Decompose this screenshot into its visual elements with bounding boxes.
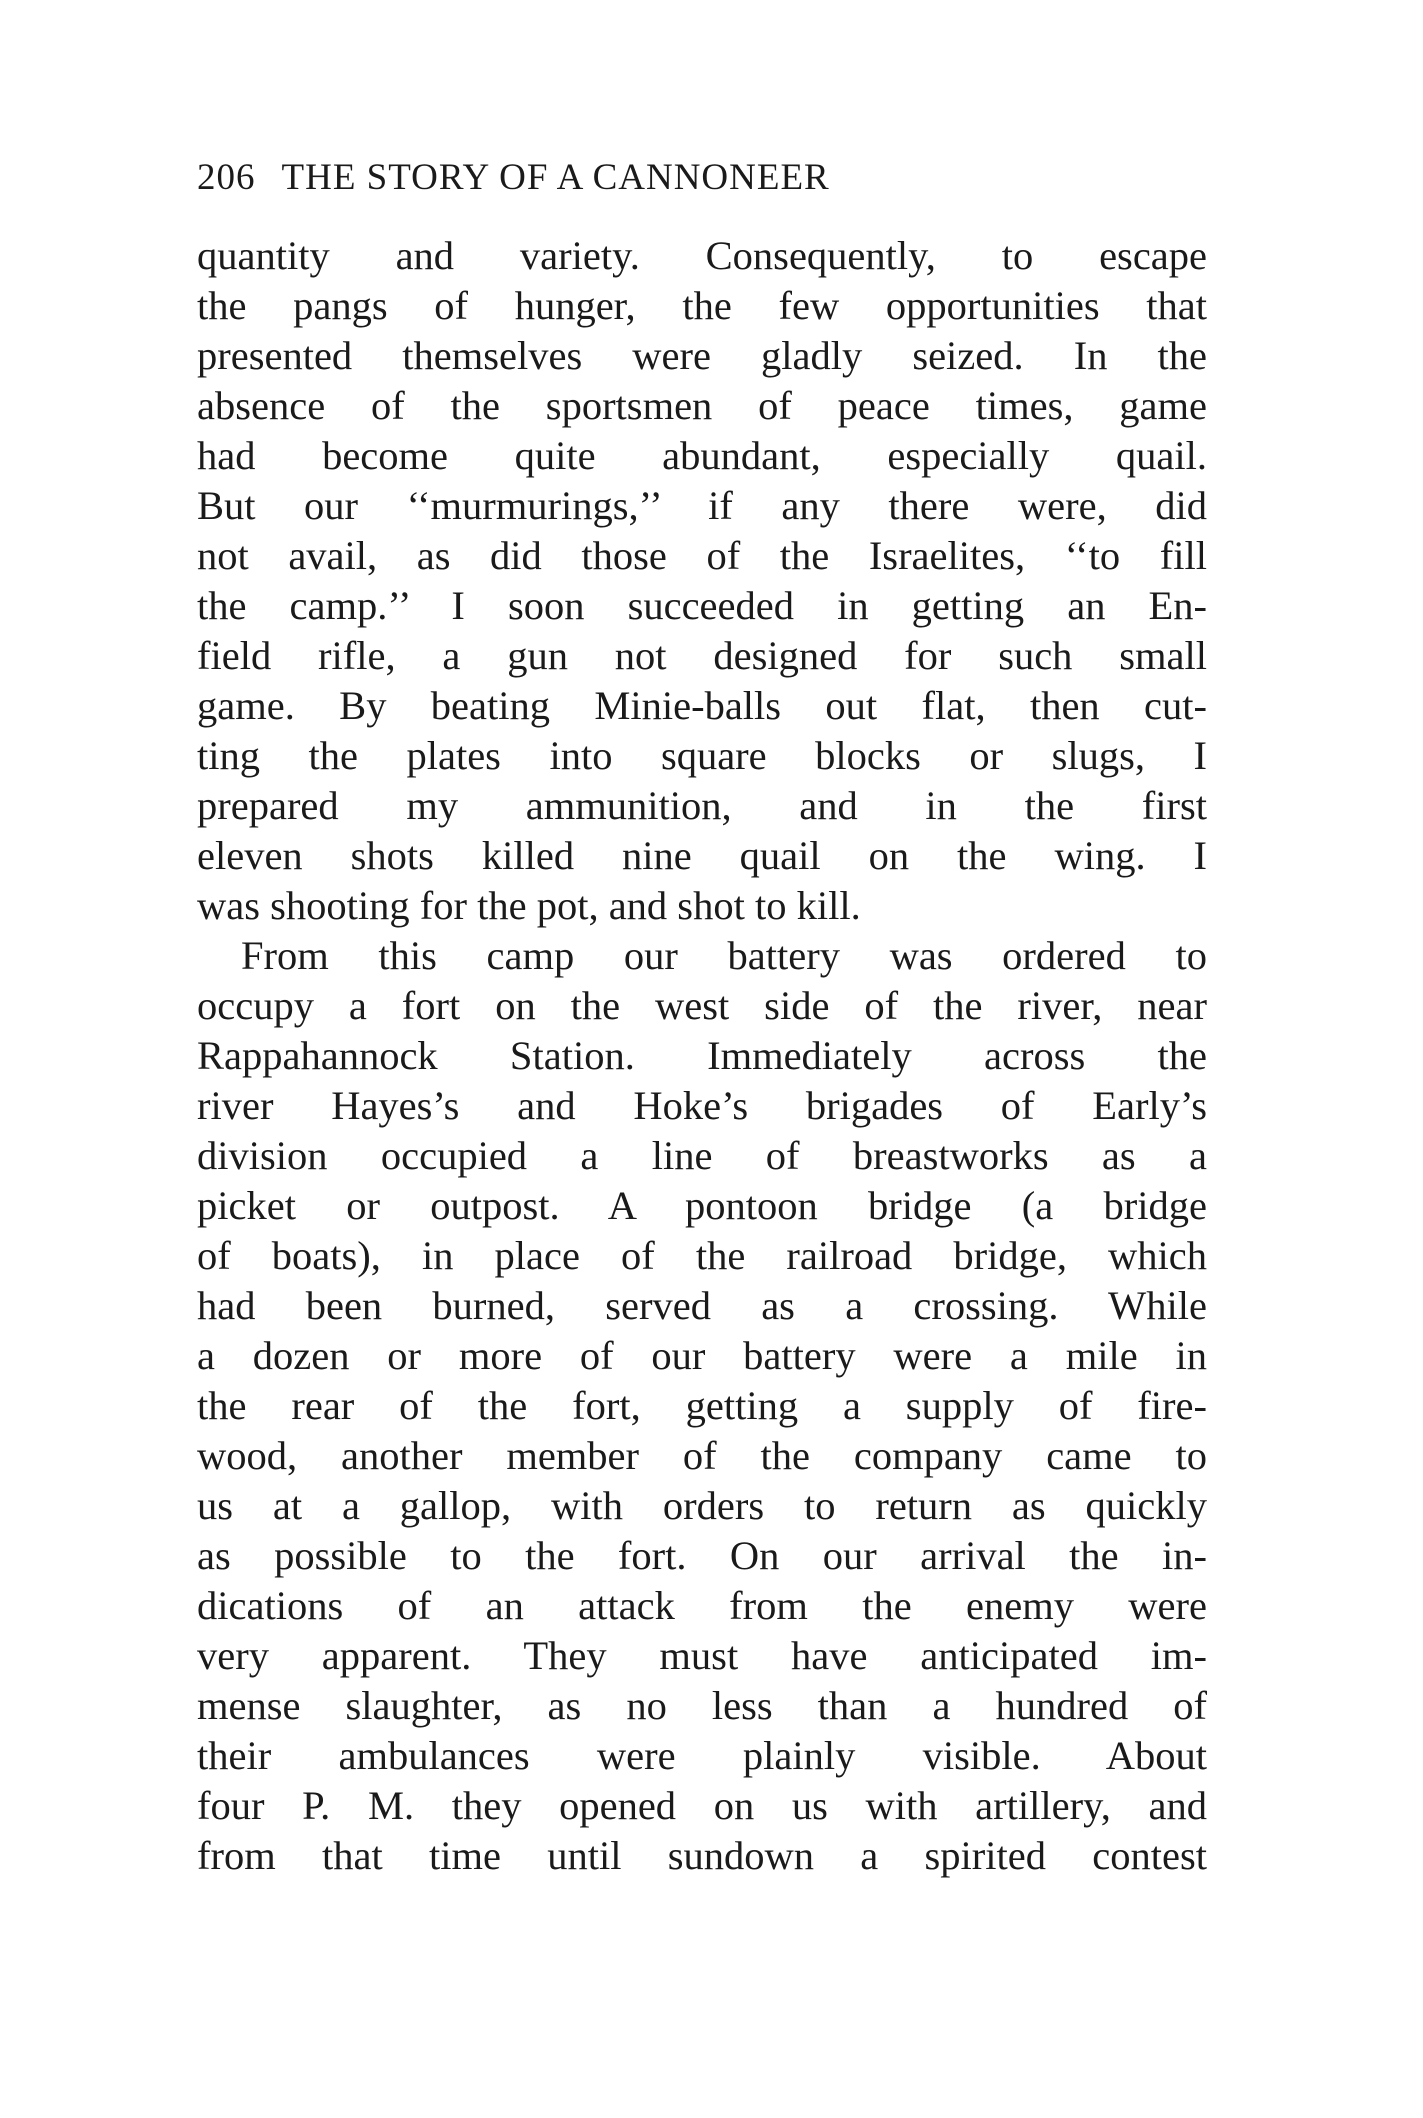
text-line: river Hayes’s and Hoke’s brigades of Early’s (197, 1083, 1207, 1128)
text-line: mense slaughter, as no less than a hundred of (197, 1683, 1207, 1728)
text-line: us at a gallop, with orders to return as quickly (197, 1483, 1207, 1528)
text-line: as possible to the fort. On our arrival the in- (197, 1533, 1207, 1578)
text-line: four P. M. they opened on us with artillery, and (197, 1783, 1207, 1828)
text-line: very apparent. They must have anticipated im- (197, 1633, 1207, 1678)
text-line: Rappahannock Station. Immediately across the (197, 1033, 1207, 1078)
text-line: ting the plates into square blocks or slugs, I (197, 733, 1207, 778)
text-line: absence of the sportsmen of peace times, game (197, 383, 1207, 428)
text-line: prepared my ammunition, and in the first (197, 783, 1207, 828)
text-line: a dozen or more of our battery were a mile in (197, 1333, 1207, 1378)
text-line: had been burned, served as a crossing. While (197, 1283, 1207, 1328)
running-title: THE STORY OF A CANNONEER (281, 157, 830, 198)
text-line: the pangs of hunger, the few opportunities that (197, 283, 1207, 328)
body-text (197, 231, 1207, 1881)
text-line: field rifle, a gun not designed for such small (197, 633, 1207, 678)
text-line: occupy a fort on the west side of the river, near (197, 983, 1207, 1028)
text-line: wood, another member of the company came to (197, 1433, 1207, 1478)
text-line: presented themselves were gladly seized. In the (197, 333, 1207, 378)
paragraph-start-line: From this camp our battery was ordered to (241, 933, 1207, 978)
text-line: division occupied a line of breastworks as a (197, 1133, 1207, 1178)
running-head (197, 150, 1207, 206)
text-line: not avail, as did those of the Israelites, ‘‘to fill (197, 533, 1207, 578)
text-line: quantity and variety. Consequently, to escape (197, 233, 1207, 278)
text-line: But our ‘‘murmurings,’’ if any there were, did (197, 483, 1207, 528)
text-line: the camp.’’ I soon succeeded in getting an En- (197, 583, 1207, 628)
text-line: picket or outpost. A pontoon bridge (a bridge (197, 1183, 1207, 1228)
text-line: of boats), in place of the railroad bridge, which (197, 1233, 1207, 1278)
text-line: from that time until sundown a spirited contest (197, 1833, 1207, 1878)
text-line: dications of an attack from the enemy were (197, 1583, 1207, 1628)
text-line: the rear of the fort, getting a supply of fire- (197, 1383, 1207, 1428)
text-line: game. By beating Minie-balls out flat, then cut- (197, 683, 1207, 728)
text-line: eleven shots killed nine quail on the wing. I (197, 833, 1207, 878)
paragraph-end-line: was shooting for the pot, and shot to kill. (197, 883, 861, 928)
text-line: had become quite abundant, especially quail. (197, 433, 1207, 478)
text-line: their ambulances were plainly visible. About (197, 1733, 1207, 1778)
page-number: 206 (197, 157, 256, 198)
